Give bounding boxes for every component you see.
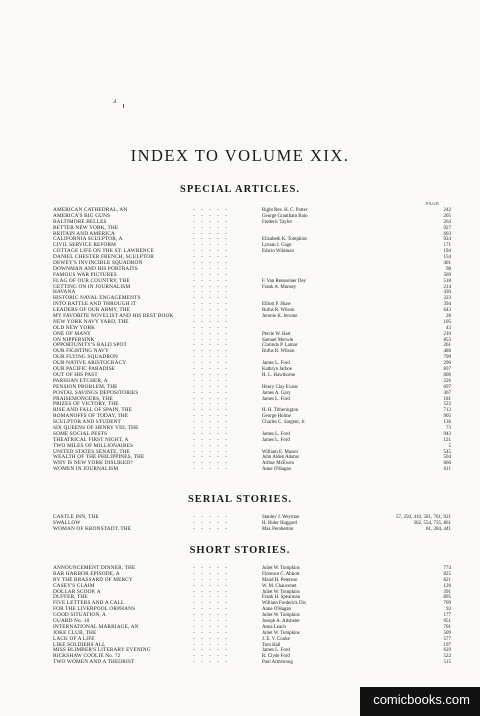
page-number: 515 bbox=[443, 660, 451, 666]
article-author: Max Pemberton bbox=[262, 526, 294, 532]
page-number: 362, 554, 735, 861 bbox=[413, 520, 451, 526]
article-title: LIKE SOLDIERS ALL bbox=[53, 641, 106, 648]
page-number: 825 bbox=[443, 571, 451, 577]
article-title: LACK OF A LIFE bbox=[53, 635, 95, 642]
page-number: 121 bbox=[443, 437, 451, 443]
article-title: FAMOUS WAR PICTURES bbox=[53, 271, 117, 278]
article-title: BETTER NEW YORK, THE bbox=[53, 224, 119, 231]
page-number: 205 bbox=[443, 213, 451, 219]
leader-dashes: - - - - - bbox=[193, 308, 228, 314]
article-title: ROMANOFFS OF TODAY, THE bbox=[53, 413, 129, 420]
pencil-mark: ⅎ bbox=[113, 96, 117, 105]
article-title: OLD NEW YORK bbox=[53, 324, 96, 331]
leader-dashes: - - - - - bbox=[193, 378, 228, 384]
leader-dashes: - - - - - bbox=[193, 660, 228, 666]
page-number: 518 bbox=[443, 278, 451, 284]
page-number: 136 bbox=[443, 420, 451, 426]
article-title: BAR HARBOR EPISODE, A bbox=[53, 570, 120, 577]
article-title: BALTIMORE BELLES bbox=[53, 218, 107, 225]
leader-dashes: - - - - - bbox=[193, 443, 228, 449]
page-number: 643 bbox=[443, 308, 451, 314]
leader-dashes: - - - - - bbox=[193, 595, 228, 601]
article-title: FLAG OF OUR COUNTRY, THE bbox=[53, 277, 130, 284]
page-number: 5 bbox=[448, 443, 451, 449]
article-title: ANNOUNCEMENT DINNER, THE bbox=[53, 565, 136, 571]
leader-dashes: - - - - - bbox=[193, 515, 228, 520]
leader-dashes: - - - - - bbox=[193, 243, 228, 249]
article-title: PRIZES OF VICTORY, THE bbox=[53, 401, 119, 408]
article-title: FIVE LETTERS AND A CALL bbox=[53, 600, 125, 607]
article-title: THEATRICAL FIRST NIGHT, A bbox=[53, 436, 129, 443]
page-number: 242 bbox=[443, 208, 451, 213]
article-title: CALIFORNIA SCULPTOR, A bbox=[53, 236, 123, 243]
page-number: 28 bbox=[446, 314, 451, 320]
article-author: Right Rev. H. C. Potter bbox=[262, 208, 308, 213]
leader-dashes: - - - - - bbox=[193, 314, 228, 320]
article-title: DANIEL CHESTER FRENCH, SCULPTOR bbox=[53, 254, 154, 261]
article-title: DOWNMAN AND HIS PORTRAITS bbox=[53, 265, 138, 272]
article-author: Percie W. Hart bbox=[262, 331, 291, 337]
article-title: WHY IS NEW YORK DISLIKED? bbox=[53, 460, 133, 467]
article-title: BRITAIN AND AMERICA bbox=[53, 230, 115, 237]
article-title: MISS BLIMBER'S LITERARY EVENING bbox=[53, 647, 151, 654]
article-author: Juliet W. Tompkins bbox=[262, 566, 300, 571]
page-number: 666 bbox=[443, 461, 451, 467]
article-title: OPPORTUNITY'S BALD SPOT bbox=[53, 342, 127, 349]
leader-dashes: - - - - - bbox=[193, 213, 228, 219]
leader-dashes: - - - - - bbox=[193, 367, 228, 373]
article-title: RICKSHAW COOLIE No. 72 bbox=[53, 653, 121, 660]
page-number: 296 bbox=[443, 361, 451, 367]
page-number: 522 bbox=[443, 402, 451, 408]
special-articles-list bbox=[53, 208, 451, 473]
leader-dashes: - - - - - bbox=[193, 266, 228, 272]
article-author: F. Van Rensselaer Dey bbox=[262, 278, 307, 284]
article-title: TWO WOMEN AND A THEORIST bbox=[53, 659, 135, 666]
article-title: GOOD SITUATION, A bbox=[53, 612, 107, 619]
page-number: 629 bbox=[443, 648, 451, 654]
leader-dashes: - - - - - bbox=[193, 231, 228, 237]
page-number: 611 bbox=[443, 467, 451, 473]
leader-dashes: - - - - - bbox=[193, 290, 228, 296]
page-number: 264 bbox=[443, 219, 451, 225]
article-author: William Frederick Dix bbox=[262, 601, 307, 607]
article-author: J. E. V. Cooke bbox=[262, 636, 290, 642]
leader-dashes: - - - - - bbox=[193, 337, 228, 343]
article-author: Rufus R. Wilson bbox=[262, 349, 295, 355]
page-number: 73 bbox=[446, 425, 451, 431]
leader-dashes: - - - - - bbox=[193, 449, 228, 455]
article-title: HAVANA bbox=[53, 289, 76, 296]
pencil-mark-dot bbox=[123, 104, 124, 108]
page-number: 194 bbox=[443, 249, 451, 255]
page-number: 905 bbox=[443, 414, 451, 420]
article-title: MY FAVORITE NOVELIST AND HIS BEST BOOK bbox=[53, 313, 174, 320]
article-title: CIVIL SERVICE REFORM bbox=[53, 242, 117, 249]
article-author: James A. Gary bbox=[262, 390, 291, 396]
index-row bbox=[53, 660, 451, 666]
leader-dashes: - - - - - bbox=[193, 520, 228, 526]
article-title: SWALLOW bbox=[53, 519, 81, 526]
article-title: TWO MILES OF MILLIONAIRES bbox=[53, 442, 134, 449]
leader-dashes: - - - - - bbox=[193, 219, 228, 225]
leader-dashes: - - - - - bbox=[193, 414, 228, 420]
page-number: 177 bbox=[443, 613, 451, 619]
watermark: comicbooks.com bbox=[373, 692, 470, 707]
leader-dashes: - - - - - bbox=[193, 372, 228, 378]
article-author: Frank H. Spearman bbox=[262, 595, 301, 601]
section-heading-special: SPECIAL ARTICLES. bbox=[180, 184, 300, 195]
leader-dashes: - - - - - bbox=[193, 624, 228, 630]
page-number: 57, 250, 410, 581, 761, 921 bbox=[396, 515, 451, 520]
page-number: 226 bbox=[443, 378, 451, 384]
page-title: INDEX TO VOLUME XIX. bbox=[130, 146, 350, 165]
article-title: SIX QUEENS OF HENRY VIII, THE bbox=[53, 424, 139, 431]
leader-dashes: - - - - - bbox=[193, 361, 228, 367]
page-number: 394 bbox=[443, 302, 451, 308]
article-title: OUR FIGHTING NAVY bbox=[53, 348, 110, 355]
page-number: 154 bbox=[443, 255, 451, 261]
page-number: 569 bbox=[443, 272, 451, 278]
article-title: OUR NATIVE ARISTOCRACY bbox=[53, 360, 127, 367]
short-stories-list bbox=[53, 566, 451, 666]
article-author: Joseph A. Altsheler bbox=[262, 619, 300, 625]
leader-dashes: - - - - - bbox=[193, 261, 228, 267]
article-title: AMERICAN CATHEDRAL, AN bbox=[53, 207, 128, 213]
article-title: AMERICA'S BIG GUNS bbox=[53, 212, 111, 219]
page-number: 603 bbox=[443, 231, 451, 237]
article-author: Tom Hall bbox=[262, 642, 281, 648]
article-title: WEALTH OF THE PHILIPPINES, THE bbox=[53, 454, 145, 461]
leader-dashes: - - - - - bbox=[193, 296, 228, 302]
page-number: 210 bbox=[443, 331, 451, 337]
leader-dashes: - - - - - bbox=[193, 208, 228, 213]
article-title: ON NIPPERSINK bbox=[53, 336, 95, 343]
leader-dashes: - - - - - bbox=[193, 343, 228, 349]
leader-dashes: - - - - - bbox=[193, 577, 228, 583]
article-title: DUFFER, THE bbox=[53, 594, 88, 601]
page-number: 486 bbox=[443, 349, 451, 355]
page-number: 93 bbox=[446, 607, 451, 613]
serial-stories-list bbox=[53, 515, 451, 533]
leader-dashes: - - - - - bbox=[193, 607, 228, 613]
page-number: 261 bbox=[443, 343, 451, 349]
leader-dashes: - - - - - bbox=[193, 384, 228, 390]
article-title: PENSION PROBLEM, THE bbox=[53, 383, 118, 390]
page-number: 895 bbox=[443, 595, 451, 601]
article-author: Edwin Wildman bbox=[262, 249, 294, 255]
leader-dashes: - - - - - bbox=[193, 249, 228, 255]
page-column-label: PAGE bbox=[426, 201, 440, 206]
article-author: H. L. Hawthorne bbox=[262, 372, 296, 378]
article-title: OUR FLYING SQUADRON bbox=[53, 354, 119, 361]
leader-dashes: - - - - - bbox=[193, 319, 228, 325]
article-title: UNITED STATES SENATE, THE bbox=[53, 448, 131, 455]
page-number: 701 bbox=[443, 624, 451, 630]
article-author: James L. Ford bbox=[262, 361, 290, 367]
article-author: Anne O'Hagan bbox=[262, 467, 291, 473]
article-author: James L. Ford bbox=[262, 437, 290, 443]
article-title: INTO BATTLE AND THROUGH IT bbox=[53, 301, 137, 308]
article-title: DEWEY'S INVINCIBLE SQUADRON bbox=[53, 260, 143, 267]
article-author: Kathryn Jarboe bbox=[262, 367, 293, 373]
article-title: INTERNATIONAL MARRIAGE, AN bbox=[53, 623, 139, 630]
page-number: 323 bbox=[443, 296, 451, 302]
page-number: 214 bbox=[443, 284, 451, 290]
article-author: Charles C. Sargent, Jr. bbox=[262, 420, 306, 426]
article-author: Samuel Merwin bbox=[262, 337, 294, 343]
article-title: WOMAN OF KRONSTADT, THE bbox=[53, 525, 132, 532]
section-heading-short: SHORT STORIES. bbox=[189, 545, 291, 556]
article-author: Anne O'Hagan bbox=[262, 607, 291, 613]
leader-dashes: - - - - - bbox=[193, 420, 228, 426]
article-title: GUARD No. 10 bbox=[53, 618, 90, 625]
leader-dashes: - - - - - bbox=[193, 648, 228, 654]
article-title: DOLLAR SCOOP, A bbox=[53, 588, 101, 595]
article-title: PARISIAN ETCHER, A bbox=[53, 377, 108, 384]
leader-dashes: - - - - - bbox=[193, 237, 228, 243]
article-title: BY THE BRASSARD OF MERCY bbox=[53, 576, 133, 583]
leader-dashes: - - - - - bbox=[193, 325, 228, 331]
article-author: James L. Ford bbox=[262, 396, 290, 402]
article-title: CASTLE INN, THE bbox=[53, 514, 99, 520]
leader-dashes: - - - - - bbox=[193, 431, 228, 437]
article-title: LEADERS OF OUR ARMY, THE bbox=[53, 307, 131, 314]
leader-dashes: - - - - - bbox=[193, 601, 228, 607]
article-author: Juliet W. Tompkins bbox=[262, 613, 300, 619]
page-number: 197 bbox=[443, 642, 451, 648]
article-author: George Grantham Bain bbox=[262, 213, 308, 219]
leader-dashes: - - - - - bbox=[193, 302, 228, 308]
page-number: 504 bbox=[443, 455, 451, 461]
page-number: 606 bbox=[443, 372, 451, 378]
article-title: GETTING ON IN JOURNALISM bbox=[53, 283, 131, 290]
page-number: 181 bbox=[443, 396, 451, 402]
article-author: Juliet W. Tompkins bbox=[262, 630, 300, 636]
page-number: 697 bbox=[443, 384, 451, 390]
page-number: 43 bbox=[446, 325, 451, 331]
article-title: SCULPTOR AND STUDENT bbox=[53, 419, 121, 426]
article-title: JOKE CLUB, THE bbox=[53, 629, 97, 636]
article-author: Stanley J. Weyman bbox=[262, 515, 300, 520]
page-number: 171 bbox=[443, 243, 451, 249]
article-author: George Holme bbox=[262, 414, 291, 420]
leader-dashes: - - - - - bbox=[193, 272, 228, 278]
article-author: H. H. Titherington bbox=[262, 408, 299, 414]
page-number: 545 bbox=[443, 449, 451, 455]
leader-dashes: - - - - - bbox=[193, 654, 228, 660]
page-number: 924 bbox=[443, 237, 451, 243]
article-author: Elizabeth K. Tompkins bbox=[262, 237, 308, 243]
article-author: John Alden Adams bbox=[262, 455, 299, 461]
article-title: COTTAGE LIFE ON THE ST. LAWRENCE bbox=[53, 248, 154, 255]
leader-dashes: - - - - - bbox=[193, 526, 228, 532]
page-number: 790 bbox=[443, 355, 451, 361]
article-author: Arthur McEwen bbox=[262, 461, 294, 467]
leader-dashes: - - - - - bbox=[193, 349, 228, 355]
article-author: R. Clyde Ford bbox=[262, 654, 290, 660]
article-title: WOMEN IN JOURNALISM bbox=[53, 466, 119, 473]
page-number: 774 bbox=[443, 566, 451, 571]
article-title: CASEY'S CLAIM bbox=[53, 582, 95, 589]
page-number: 837 bbox=[443, 367, 451, 373]
article-title: RISE AND FALL OF SPAIN, THE bbox=[53, 407, 133, 414]
article-author: Florence C. Abbott bbox=[262, 571, 300, 577]
article-author: Elliott F. Shaw bbox=[262, 302, 292, 308]
leader-dashes: - - - - - bbox=[193, 278, 228, 284]
article-author: Rufus R. Wilson bbox=[262, 308, 295, 314]
leader-dashes: - - - - - bbox=[193, 225, 228, 231]
leader-dashes: - - - - - bbox=[193, 331, 228, 337]
leader-dashes: - - - - - bbox=[193, 437, 228, 443]
article-author: W. M. Chauvenet bbox=[262, 583, 297, 589]
page-number: 430 bbox=[443, 290, 451, 296]
article-author: Jerome K. Jerome bbox=[262, 314, 298, 320]
index-row bbox=[53, 527, 451, 533]
page-number: 713 bbox=[443, 408, 451, 414]
page-number: 709 bbox=[443, 601, 451, 607]
leader-dashes: - - - - - bbox=[193, 355, 228, 361]
article-title: NEW YORK NAVY YARD, THE bbox=[53, 318, 129, 325]
article-author: Maud H. Peterson bbox=[262, 577, 298, 583]
article-title: FOR THE LIVERPOOL ORPHANS bbox=[53, 606, 136, 613]
leader-dashes: - - - - - bbox=[193, 571, 228, 577]
leader-dashes: - - - - - bbox=[193, 642, 228, 648]
page-number: 81, 284, 441 bbox=[426, 526, 451, 532]
leader-dashes: - - - - - bbox=[193, 589, 228, 595]
leader-dashes: - - - - - bbox=[193, 408, 228, 414]
leader-dashes: - - - - - bbox=[193, 390, 228, 396]
page-number: 577 bbox=[443, 636, 451, 642]
page-number: 367 bbox=[443, 390, 451, 396]
page-number: 927 bbox=[443, 225, 451, 231]
leader-dashes: - - - - - bbox=[193, 613, 228, 619]
page-number: 509 bbox=[443, 630, 451, 636]
leader-dashes: - - - - - bbox=[193, 619, 228, 625]
leader-dashes: - - - - - bbox=[193, 455, 228, 461]
article-title: ONE OF MANY bbox=[53, 330, 92, 337]
leader-dashes: - - - - - bbox=[193, 284, 228, 290]
leader-dashes: - - - - - bbox=[193, 461, 228, 467]
article-title: HISTORIC NAVAL ENGAGEMENTS bbox=[53, 295, 141, 302]
article-title: SOME SOCIAL PESTS bbox=[53, 430, 108, 437]
section-heading-serial: SERIAL STORIES. bbox=[187, 494, 293, 505]
article-author: Paul Armstrong bbox=[262, 660, 293, 666]
article-author: Frederic Taylor bbox=[262, 219, 293, 225]
page-number: 821 bbox=[443, 577, 451, 583]
article-author: James L. Ford bbox=[262, 648, 290, 654]
article-author: James L. Ford bbox=[262, 431, 290, 437]
article-author: H. Rider Haggard bbox=[262, 520, 297, 526]
page-number: 105 bbox=[443, 319, 451, 325]
page-number: 126 bbox=[443, 583, 451, 589]
article-author: Clarinda P. Lamar bbox=[262, 343, 298, 349]
article-title: OUT OF HIS PAST bbox=[53, 371, 98, 378]
page-number: 943 bbox=[443, 431, 451, 437]
article-author: Anna Leach bbox=[262, 624, 286, 630]
page-number: 391 bbox=[443, 589, 451, 595]
leader-dashes: - - - - - bbox=[193, 402, 228, 408]
leader-dashes: - - - - - bbox=[193, 467, 228, 473]
article-author: Henry Clay Evans bbox=[262, 384, 298, 390]
index-row bbox=[53, 467, 451, 473]
page-number: 401 bbox=[443, 261, 451, 267]
article-author: Lyman J. Gage bbox=[262, 243, 292, 249]
leader-dashes: - - - - - bbox=[193, 425, 228, 431]
page-number: 98 bbox=[446, 266, 451, 272]
leader-dashes: - - - - - bbox=[193, 636, 228, 642]
page-number: 522 bbox=[443, 654, 451, 660]
article-title: POSTAL SAVINGS DEPOSITORIES bbox=[53, 389, 139, 396]
leader-dashes: - - - - - bbox=[193, 630, 228, 636]
page-number: 951 bbox=[443, 619, 451, 625]
leader-dashes: - - - - - bbox=[193, 255, 228, 261]
article-author: Juliet W. Tompkins bbox=[262, 589, 300, 595]
leader-dashes: - - - - - bbox=[193, 566, 228, 571]
article-title: PRAISEMONGERS, THE bbox=[53, 395, 113, 402]
article-title: OUR PACIFIC PARADISE bbox=[53, 366, 116, 373]
page-number: 853 bbox=[443, 337, 451, 343]
leader-dashes: - - - - - bbox=[193, 396, 228, 402]
article-author: Frank A. Munsey bbox=[262, 284, 297, 290]
leader-dashes: - - - - - bbox=[193, 583, 228, 589]
article-author: William E. Mason bbox=[262, 449, 298, 455]
